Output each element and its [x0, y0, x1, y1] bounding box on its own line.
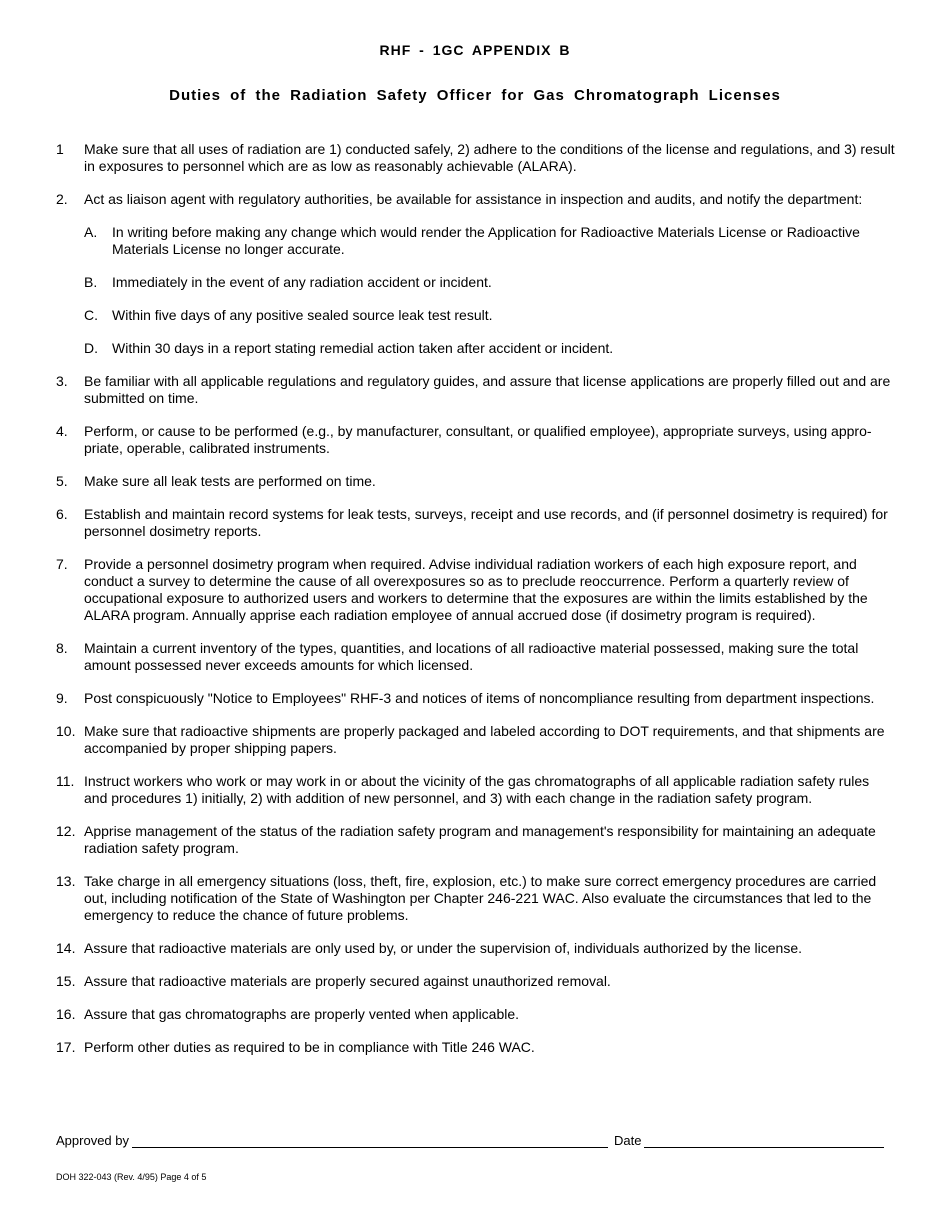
duty-text: Make sure all leak tests are performed on time.	[84, 473, 376, 489]
duty-item	[56, 473, 896, 490]
subitem-letter: C.	[84, 307, 98, 323]
duty-number: 15.	[56, 973, 76, 989]
duty-number: 8.	[56, 640, 68, 656]
duty-item	[56, 556, 896, 624]
duty-subitem	[84, 274, 896, 291]
duty-item	[56, 191, 896, 357]
duty-text: Perform other duties as required to be in compliance with Title 246 WAC.	[84, 1039, 535, 1055]
approved-by-label: Approved by	[56, 1133, 129, 1148]
appendix-header: RHF - 1GC APPENDIX B	[379, 42, 571, 58]
signature-block	[56, 1133, 896, 1151]
duty-number: 1	[56, 141, 64, 157]
subitem-text: Immediately in the event of any radiation accident or incident.	[112, 274, 492, 290]
duty-text: Make sure that radioactive shipments are properly packaged and labeled according to DOT requirements, and that shipments are accompanied by proper shipping papers.	[84, 723, 885, 756]
duty-item	[56, 690, 896, 707]
duty-item	[56, 823, 896, 857]
duty-text: Establish and maintain record systems for leak tests, surveys, receipt and use records, and (if personnel dosimetry is required) for personnel dosimetry reports.	[84, 506, 888, 539]
approved-by-line	[132, 1133, 608, 1148]
form-footer: DOH 322-043 (Rev. 4/95) Page 4 of 5	[56, 1172, 207, 1182]
duty-number: 5.	[56, 473, 68, 489]
duty-text: Maintain a current inventory of the types, quantities, and locations of all radioactive material possessed, making sure the total amount possessed never exceeds amounts for which licensed.	[84, 640, 859, 673]
duty-number: 12.	[56, 823, 76, 839]
duty-number: 2.	[56, 191, 68, 207]
duty-text: Apprise management of the status of the radiation safety program and management's responsibility for maintaining an adequate radiation safety program.	[84, 823, 876, 856]
date-label: Date	[614, 1133, 642, 1148]
duty-text: Take charge in all emergency situations (loss, theft, fire, explosion, etc.) to make sure correct emergency procedures are carried out, including notification of the State of Washington per Chapter 246-221 WAC. Also evaluate the circumstances that led to the emergency to reduce the chance of future problems.	[84, 873, 877, 923]
duty-item	[56, 1039, 896, 1056]
subitem-text: Within five days of any positive sealed source leak test result.	[112, 307, 493, 323]
duty-text: Assure that radioactive materials are only used by, or under the supervision of, individuals authorized by the license.	[84, 940, 803, 956]
duty-number: 16.	[56, 1006, 76, 1022]
duty-item	[56, 773, 896, 807]
duty-number: 9.	[56, 690, 68, 706]
document-title: Duties of the Radiation Safety Officer for Gas Chromatograph Licenses	[169, 87, 781, 104]
duty-text: Assure that radioactive materials are properly secured against unauthorized removal.	[84, 973, 611, 989]
duty-text: Make sure that all uses of radiation are 1) conducted safely, 2) adhere to the conditions of the license and regulations, and 3) result in exposures to personnel which are as low as reasonably achievable (ALARA).	[84, 141, 895, 174]
duty-number: 4.	[56, 423, 68, 439]
duty-number: 17.	[56, 1039, 76, 1055]
subitem-letter: B.	[84, 274, 98, 290]
duty-subitem	[84, 307, 896, 324]
duty-item	[56, 640, 896, 674]
duty-text: Act as liaison agent with regulatory authorities, be available for assistance in inspection and audits, and notify the department:	[84, 191, 863, 207]
duty-item	[56, 723, 896, 757]
duty-number: 7.	[56, 556, 68, 572]
duty-text: Assure that gas chromatographs are properly vented when applicable.	[84, 1006, 520, 1022]
subitem-letter: D.	[84, 340, 98, 356]
subitem-letter: A.	[84, 224, 98, 240]
duty-subitem	[84, 340, 896, 357]
duty-number: 14.	[56, 940, 76, 956]
duties-list	[56, 141, 896, 1072]
duty-number: 11.	[56, 773, 75, 789]
duty-text: Post conspicuously "Notice to Employees" RHF-3 and notices of items of noncompliance resulting from department inspections.	[84, 690, 875, 706]
duty-item	[56, 873, 896, 924]
date-line	[644, 1133, 884, 1148]
duty-number: 3.	[56, 373, 68, 389]
duty-item	[56, 141, 896, 175]
subitem-text: In writing before making any change which would render the Application for Radioactive Materials License or Radioactive Materials License no longer accurate.	[112, 224, 860, 257]
duty-subitems	[84, 224, 896, 357]
duty-item	[56, 373, 896, 407]
duty-number: 6.	[56, 506, 68, 522]
subitem-text: Within 30 days in a report stating remedial action taken after accident or incident.	[112, 340, 614, 356]
duty-item	[56, 973, 896, 990]
duty-item	[56, 940, 896, 957]
duty-item	[56, 506, 896, 540]
duty-item	[56, 1006, 896, 1023]
duty-text: Instruct workers who work or may work in or about the vicinity of the gas chromatographs of all applicable radiation safety rules and procedures 1) initially, 2) with addition of new personnel, and 3) with each change in the radiation safety program.	[84, 773, 870, 806]
duty-text: Provide a personnel dosimetry program when required. Advise individual radiation workers of each high exposure report, and conduct a survey to determine the cause of all overexposures so as to preclude reoccurrence. Perform a quarterly review of occupational exposure to authorized users and workers to determine that the exposures are within the limits established by the ALARA program. Annually apprise each radiation employee of annual accrued dose (if dosimetry program is required).	[84, 556, 868, 623]
duty-text: Perform, or cause to be performed (e.g., by manufacturer, consultant, or qualified employee), appropriate surveys, using appro-priate, operable, calibrated instruments.	[84, 423, 872, 456]
duty-text: Be familiar with all applicable regulations and regulatory guides, and assure that license applications are properly filled out and are submitted on time.	[84, 373, 891, 406]
duty-number: 13.	[56, 873, 76, 889]
duty-subitem	[84, 224, 896, 258]
duty-item	[56, 423, 896, 457]
duty-number: 10.	[56, 723, 76, 739]
